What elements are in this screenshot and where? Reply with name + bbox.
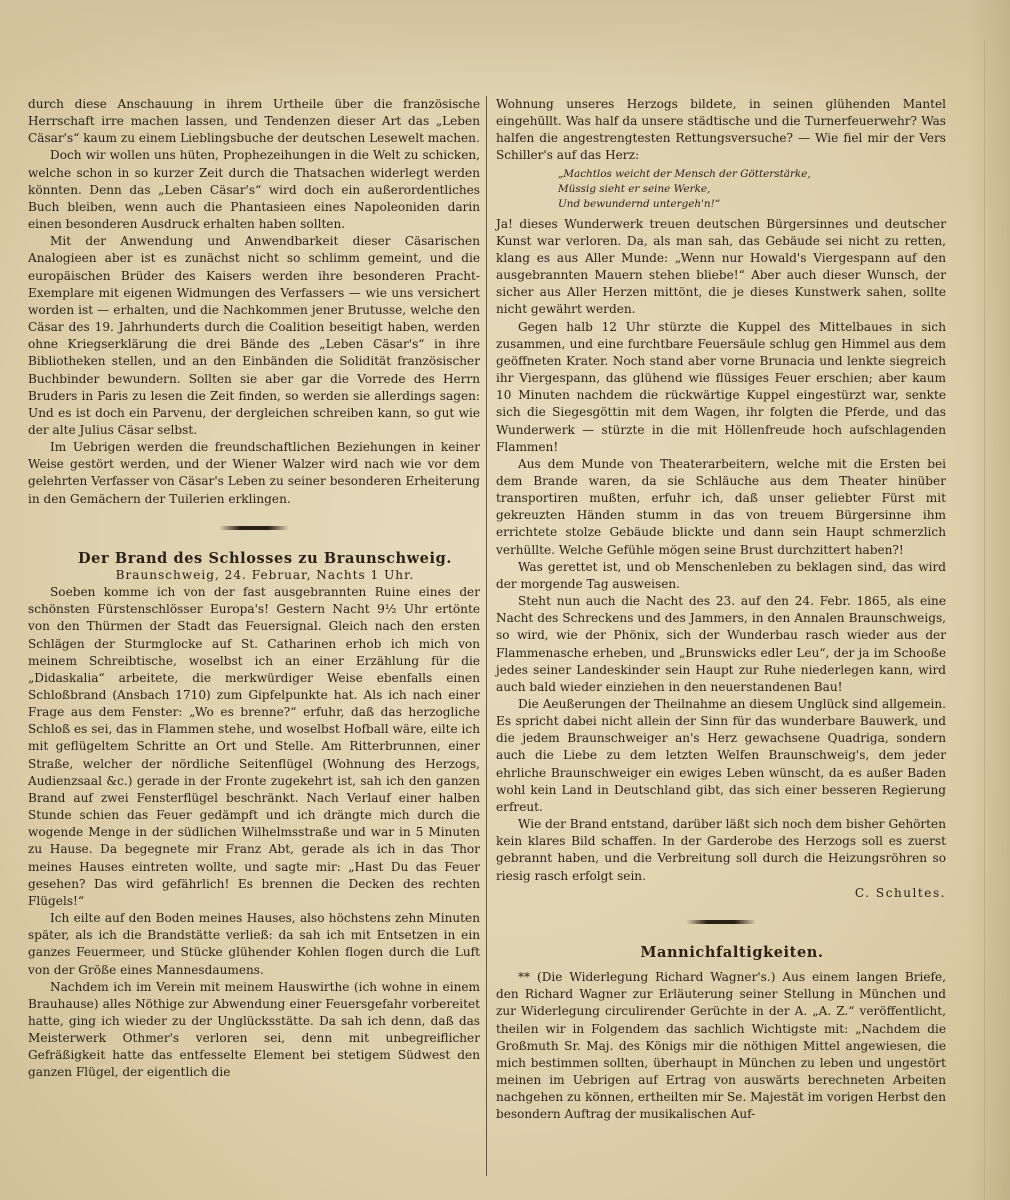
paragraph: ** (Die Widerlegung Richard Wagner's.) Aus einem langen Briefe, den Richard Wagner zur Erläuterung seiner Stellung in München und zur Widerlegung circulirender Gerüchte in der A. „A. Z.“ veröffentlicht, theilen wir in Folgendem das sachlich Wichtigste mit: „Nachdem die Großmuth Sr. Maj. des Königs mir die nöthigen Mittel angewiesen, die mich bestimmen sollten, überhaupt in München zu leben und ungestört meinen im Uebrigen auf Ertrag von auswärts berechneten Arbeiten nachgehen zu können, ertheilten mir Se. Majestät im vorigen Herbst den besondern Auftrag der musikalischen Auf- — [496, 970, 946, 1122]
paragraph: Aus dem Munde von Theaterarbeitern, welche mit die Ersten bei dem Brande waren, da sie Schläuche aus dem Theater hinüber transportiren mußten, erfuhr ich, daß unser geliebter Fürst mit gekreuzten Händen stumm in das von treuem Bürgersinne ihm errichtete stolze Gebäude blickte und dann sein Haupt schmerzlich verhüllte. Welche Gefühle mögen seine Brust durchzittert haben?! — [496, 456, 946, 557]
article-headline: Der Brand des Schlosses zu Braunschweig. — [77, 549, 452, 567]
section-headline: Mannichfaltigkeiten. — [640, 943, 824, 961]
paragraph: Was gerettet ist, und ob Menschenleben zu beklagen sind, das wird der morgende Tag ausweisen. — [496, 559, 946, 591]
paragraph: Doch wir wollen uns hüten, Prophezeihungen in die Welt zu schicken, welche schon in so kurzer Zeit durch die Thatsachen widerlegt werden könnten. Denn das „Leben Cäsar's“ wird doch ein außerordentliches Buch bleiben, wenn auch die Phantasieen eines Napoleoniden darin einen besonderen Ausdruck erhalten haben sollten. — [28, 148, 480, 232]
page-fold-line — [984, 40, 985, 1200]
paragraph: Ich eilte auf den Boden meines Hauses, also höchstens zehn Minuten später, als ich die Brandstätte verließ: da sah ich mit Entsetzen in ein ganzes Feuermeer, und Stücke glühender Kohlen flogen durch die Luft von der Größe eines Mannesdaumens. — [28, 911, 480, 977]
paragraph: Mit der Anwendung und Anwendbarkeit dieser Cäsarischen Analogieen aber ist es zunächst nicht so schlimm gemeint, und die europäischen Brüder des Kaisers werden ihre besonderen Pracht-Exemplare mit eigenen Widmungen des Verfassers — wie uns versichert worden ist — erhalten, und die Nachkommen jener Brutusse, welche den Cäsar des 19. Jahrhunderts durch die Coalition beseitigt haben, werden ohne Kriegserklärung die drei Bände des „Leben Cäsar's“ in ihre Bibliotheken stellen, und an den Einbänden die Solidität französischer Buchbinder bewundern. Sollten sie aber gar die Vorrede des Herrn Bruders in Paris zu lesen die Zeit finden, so werden sie allerdings sagen: Und es ist doch ein Parvenu, der dergleichen schreiben kann, so gut wie der alte Julius Cäsar selbst. — [28, 234, 480, 437]
spacer — [496, 961, 946, 969]
verse-line: Und bewundernd untergeh'n!“ — [558, 197, 721, 210]
paragraph: Steht nun auch die Nacht des 23. auf den 24. Febr. 1865, als eine Nacht des Schreckens und des Jammers, in den Annalen Braunschweigs, so wird, wie der Phönix, sich der Wunderbau rasch wieder aus der Flammenasche erheben, und „Brunswicks edler Leu“, der ja im Schooße jedes seiner Landeskinder sein Haupt zur Ruhe niederlegen kann, wird auch bald wieder einziehen in den neuerstandenen Bau! — [496, 594, 946, 694]
paragraph: durch diese Anschauung in ihrem Urtheile über die französische Herrschaft irre machen lassen, und Tendenzen dieser Art das „Leben Cäsar's“ kaum zu einem Lieblingsbuche der deutschen Lesewelt machen. — [28, 97, 480, 146]
article-dateline: Braunschweig, 24. Februar, Nachts 1 Uhr. — [115, 567, 415, 582]
paragraph: Nachdem ich im Verein mit meinem Hauswirthe (ich wohne in einem Brauhause) alles Nöthige zur Abwendung einer Feuersgefahr vorbereitet hatte, ging ich wieder zu der Unglücksstätte. Da sah ich denn, daß das Meisterwerk Othmer's verloren sei, denn mit unbegreiflicher Gefräßigkeit hatte das entfesselte Element bei stetigem Südwest den ganzen Flügel, der eigentlich die — [28, 979, 480, 1080]
paragraph: Soeben komme ich von der fast ausgebrannten Ruine eines der schönsten Fürstenschlösser Europa's! Gestern Nacht 9½ Uhr ertönte von den Thürmen der Stadt das Feuersignal. Gleich nach den ersten Schlägen der Sturmglocke auf St. Catharinen erhob ich mich von meinem Schreibtische, woselbst ich an einer Erzählung für die „Didaskalia“ arbeitete, die merkwürdiger Weise ebenfalls einen Schloßbrand (Ansbach 1710) zum Gipfelpunkte hat. Als ich nach einer Frage aus dem Fenster: „Wo es brenne?“ erfuhr, daß das herzogliche Schloß es sei, das in Flammen stehe, und woselbst Hofball wäre, eilte ich mit geflügeltem Schritte an Ort und Stelle. Am Ritterbrunnen, einer Straße, welcher der nördliche Seitenflügel (Wohnung des Herzogs, Audienzsaal &c.) gerade in der Fronte zugekehrt ist, sah ich den ganzen Brand auf zwei Fensterflügel beschränkt. Nach Verlauf einer halben Stunde schien das Feuer gedämpft und ich drängte mich durch die wogende Menge in der südlichen Wilhelmsstraße und war in 5 Minuten zu Hause. Da begegnete mir Franz Abt, gerade als ich in das Thor meines Hauses eintreten wollte, und sagte mir: „Hast Du das Feuer gesehen? Das wird gefährlich! Es brennen die Decken des rechten Flügels!“ — [28, 585, 480, 908]
verse-line: Müssig sieht er seine Werke, — [558, 182, 711, 195]
column-rule — [486, 96, 487, 1176]
section-divider — [686, 920, 756, 924]
verse-line: „Machtlos weicht der Mensch der Götterstärke, — [558, 167, 811, 180]
left-column — [28, 96, 480, 1082]
right-column — [496, 96, 946, 1123]
paragraph: Die Aeußerungen der Theilnahme an diesem Unglück sind allgemein. Es spricht dabei nicht allein der Sinn für das wunderbare Bauwerk, und die jedem Braunschweiger an's Herz gewachsene Quadriga, sondern auch die Liebe zu dem letzten Welfen Braunschweig's, dem jeder ehrliche Braunschweiger ein ewiges Leben wünscht, da es außer Baden wohl kein Land in Deutschland gibt, das sich einer besseren Regierung erfreut. — [496, 697, 946, 814]
paragraph: Wohnung unseres Herzogs bildete, in seinen glühenden Mantel eingehüllt. Was half da unsere städtische und die Turnerfeuerwehr? Was halfen die angestrengtesten Rettungsversuche? — Wie fiel mir der Vers Schiller's auf das Herz: — [496, 97, 946, 163]
paragraph: Gegen halb 12 Uhr stürzte die Kuppel des Mittelbaues in sich zusammen, und eine furchtbare Feuersäule schlug gen Himmel aus dem geöffneten Krater. Noch stand aber vorne Brunacia und lenkte siegreich ihr Viergespann, das glühend wie flüssiges Feuer erschien; aber kaum 10 Minuten nachdem die rückwärtige Kuppel eingestürzt war, senkte sich die Siegesgöttin mit dem Wagen, ihr folgten die Pferde, und das Wunderwerk — stürzte in die mit Höllenfreude hoch aufschlagenden Flammen! — [496, 319, 946, 454]
section-divider — [219, 526, 289, 530]
page-edge-shadow — [968, 0, 1010, 1200]
bleed-through-area — [0, 0, 1010, 92]
paragraph: Im Uebrigen werden die freundschaftlichen Beziehungen in keiner Weise gestört werden, und der Wiener Walzer wird nach wie vor dem gelehrten Verfasser von Cäsar's Leben zu seiner besonderen Erheiterung in den Gemächern der Tuilerien erklingen. — [28, 440, 480, 506]
paragraph: Wie der Brand entstand, darüber läßt sich noch dem bisher Gehörten kein klares Bild schaffen. In der Garderobe des Herzogs soll es zuerst gebrannt haben, und die Verbreitung soll durch die Heizungsröhren so riesig rasch erfolgt sein. — [496, 817, 946, 883]
paragraph: Ja! dieses Wunderwerk treuen deutschen Bürgersinnes und deutscher Kunst war verloren. Da, als man sah, das Gebäude sei nicht zu retten, klang es aus Aller Munde: „Wenn nur Howald's Viergespann auf den ausgebrannten Mauern stehen bliebe!“ Aber auch dieser Wunsch, der sicher aus Aller Herzen mittönt, die je dieses Kunstwerk sahen, sollte nicht gewährt werden. — [496, 216, 946, 317]
author-signature: C. Schultes. — [854, 885, 946, 900]
verse-quote — [558, 167, 946, 212]
